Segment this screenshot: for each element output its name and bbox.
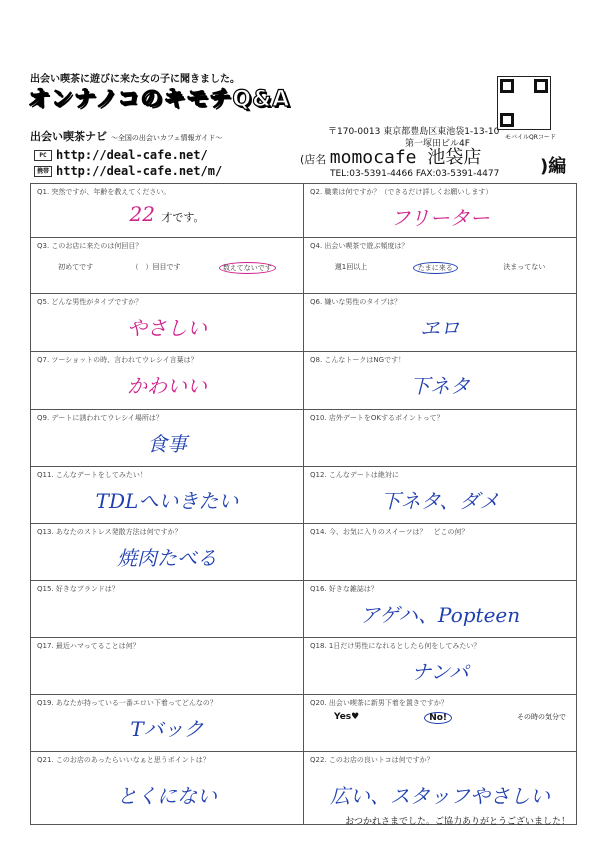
question-label: Q17. 最近ハマってることは何？ bbox=[37, 642, 140, 650]
option: 決まってない bbox=[503, 263, 546, 271]
option-circled: たまに来る bbox=[413, 262, 458, 274]
question-label: Q14. 今、お気に入りのスイーツは？ どこの何？ bbox=[310, 528, 469, 536]
address-line1: 〒170-0013 東京都豊島区東池袋1-13-10 bbox=[328, 127, 500, 137]
qa-row bbox=[30, 410, 577, 467]
tagline: 出会い喫茶に遊びに来た女の子に聞きました。 bbox=[30, 74, 240, 85]
question-label: Q21. このお店のあったらいいなぁと思うポイントは？ bbox=[37, 756, 210, 764]
answer: 焼肉たべる bbox=[117, 546, 217, 570]
answer: とくにない bbox=[117, 784, 217, 808]
question-label: Q18. 1日だけ男性になれるとしたら何をしてみたい？ bbox=[310, 642, 481, 650]
qa-cell-q16 bbox=[303, 581, 577, 637]
mobile-url[interactable] bbox=[34, 164, 222, 178]
question-label: Q8. こんなトークはNGです！ bbox=[310, 356, 406, 364]
question-label: Q2. 職業は何ですか？（できるだけ詳しくお願いします） bbox=[310, 188, 493, 196]
answer: 食事 bbox=[147, 432, 187, 456]
qa-row bbox=[30, 581, 577, 638]
question-label: Q19. あなたが持っている一番エロい下着ってどんなの？ bbox=[37, 699, 217, 707]
qa-cell-q9 bbox=[30, 410, 303, 466]
qr-label: モバイルQRコード bbox=[505, 134, 556, 141]
yes-no-options bbox=[334, 712, 566, 724]
pc-icon: PC bbox=[34, 150, 52, 161]
question-label: Q7. ツーショットの時、言われてウレシイ言葉は？ bbox=[37, 356, 198, 364]
question-label: Q15. 好きなブランドは？ bbox=[37, 585, 119, 593]
answer: 下ネタ bbox=[410, 374, 470, 398]
store-prefix: (店名 bbox=[300, 153, 327, 166]
qa-row bbox=[30, 238, 577, 294]
options bbox=[39, 262, 295, 274]
qa-cell-q3 bbox=[30, 238, 303, 293]
qa-cell-q11 bbox=[30, 467, 303, 523]
answer: 下ネタ、ダメ bbox=[380, 489, 500, 513]
navi-name: 出会い喫茶ナビ bbox=[30, 130, 107, 143]
option: （ ）回目です bbox=[131, 263, 181, 271]
option: 初めてです bbox=[58, 263, 94, 271]
qa-row bbox=[30, 184, 577, 238]
answer: フリーター bbox=[390, 206, 490, 230]
qa-cell-q15 bbox=[30, 581, 303, 637]
qa-cell-q4 bbox=[303, 238, 577, 293]
answer: ナンパ bbox=[411, 660, 469, 684]
question-label: Q20. 出会い喫茶に新男下着を置きですか？ bbox=[310, 699, 448, 707]
question-label: Q12. こんなデートは絶対に bbox=[310, 471, 399, 479]
qa-cell-q20 bbox=[303, 695, 577, 751]
answer: やさしい bbox=[127, 316, 207, 340]
store-name: momocafe 池袋店 bbox=[329, 147, 482, 168]
qa-cell-q14 bbox=[303, 524, 577, 580]
question-label: Q1. 突然ですが、年齢を教えてください。 bbox=[37, 188, 171, 196]
option-no-circled: No! bbox=[424, 712, 452, 724]
qr-code bbox=[497, 76, 551, 130]
qa-cell-q12 bbox=[303, 467, 577, 523]
pc-url-text[interactable]: http://deal-cafe.net/ bbox=[56, 148, 208, 162]
answer: TDLへいきたい bbox=[95, 489, 239, 513]
question-label: Q13. あなたのストレス発散方法は何ですか？ bbox=[37, 528, 182, 536]
qa-row bbox=[30, 695, 577, 752]
qa-cell-q13 bbox=[30, 524, 303, 580]
answer: アゲハ、Popteen bbox=[359, 603, 521, 627]
question-label: Q10. 店外デートをOKするポイントって？ bbox=[310, 414, 444, 422]
option-circled: 数えてないです bbox=[219, 262, 276, 274]
qa-cell-q6 bbox=[303, 294, 577, 351]
address-line2: 第一塚田ビル4F bbox=[405, 139, 470, 149]
option: 週1回以上 bbox=[334, 263, 368, 271]
qa-cell-q17 bbox=[30, 638, 303, 694]
qa-row bbox=[30, 294, 577, 352]
qa-row bbox=[30, 524, 577, 581]
qa-cell-q2 bbox=[303, 184, 577, 237]
qa-cell-q10 bbox=[303, 410, 577, 466]
options bbox=[312, 262, 568, 274]
question-label: Q9. デートに誘われてウレシイ場所は？ bbox=[37, 414, 163, 422]
answer: ヱロ bbox=[420, 316, 460, 340]
store-suffix: )編 bbox=[540, 156, 567, 177]
question-label: Q3. このお店に来たのは何回目？ bbox=[37, 242, 143, 250]
qa-row bbox=[30, 638, 577, 695]
answer: Tバック bbox=[130, 717, 204, 741]
qa-cell-q8 bbox=[303, 352, 577, 409]
answer: 広い、スタッフやさしい bbox=[330, 784, 550, 808]
tel-fax: TEL:03-5391-4466 FAX:03-5391-4477 bbox=[330, 169, 500, 179]
question-label: Q22. このお店の良いトコは何ですか？ bbox=[310, 756, 434, 764]
qa-cell-q18 bbox=[303, 638, 577, 694]
page-title: オンナノコのキモチQ&A bbox=[28, 87, 291, 112]
option-mood: その時の気分で bbox=[517, 713, 566, 721]
navi-subtitle: 〜全国の出会いカフェ情報ガイド〜 bbox=[110, 134, 223, 142]
question-label: Q4. 出会い喫茶で遊ぶ頻度は？ bbox=[310, 242, 409, 250]
qa-row bbox=[30, 467, 577, 524]
mobile-url-text[interactable]: http://deal-cafe.net/m/ bbox=[56, 164, 223, 178]
footer-thanks: おつかれさまでした。ご協力ありがとうございました！ bbox=[345, 817, 570, 827]
pc-url[interactable] bbox=[34, 148, 208, 162]
navi-title bbox=[30, 128, 222, 144]
qa-row bbox=[30, 352, 577, 410]
question-label: Q6. 嫌いな男性のタイプは？ bbox=[310, 298, 402, 306]
qa-cell-q7 bbox=[30, 352, 303, 409]
qa-cell-q21 bbox=[30, 752, 303, 824]
answer: かわいい bbox=[127, 374, 207, 398]
mobile-icon: 携帯 bbox=[34, 166, 52, 177]
qa-cell-q5 bbox=[30, 294, 303, 351]
question-label: Q16. 好きな雑誌は？ bbox=[310, 585, 378, 593]
question-label: Q5. どんな男性がタイプですか？ bbox=[37, 298, 143, 306]
qa-grid bbox=[30, 183, 577, 825]
question-label: Q11. こんなデートをしてみたい！ bbox=[37, 471, 147, 479]
answer-suffix: 才です。 bbox=[161, 211, 205, 224]
qa-cell-q1 bbox=[30, 184, 303, 237]
qa-cell-q19 bbox=[30, 695, 303, 751]
answer-value: 22 bbox=[129, 202, 155, 226]
answer bbox=[31, 202, 303, 226]
store-title bbox=[300, 143, 481, 169]
option-yes: Yes♥ bbox=[334, 712, 360, 722]
